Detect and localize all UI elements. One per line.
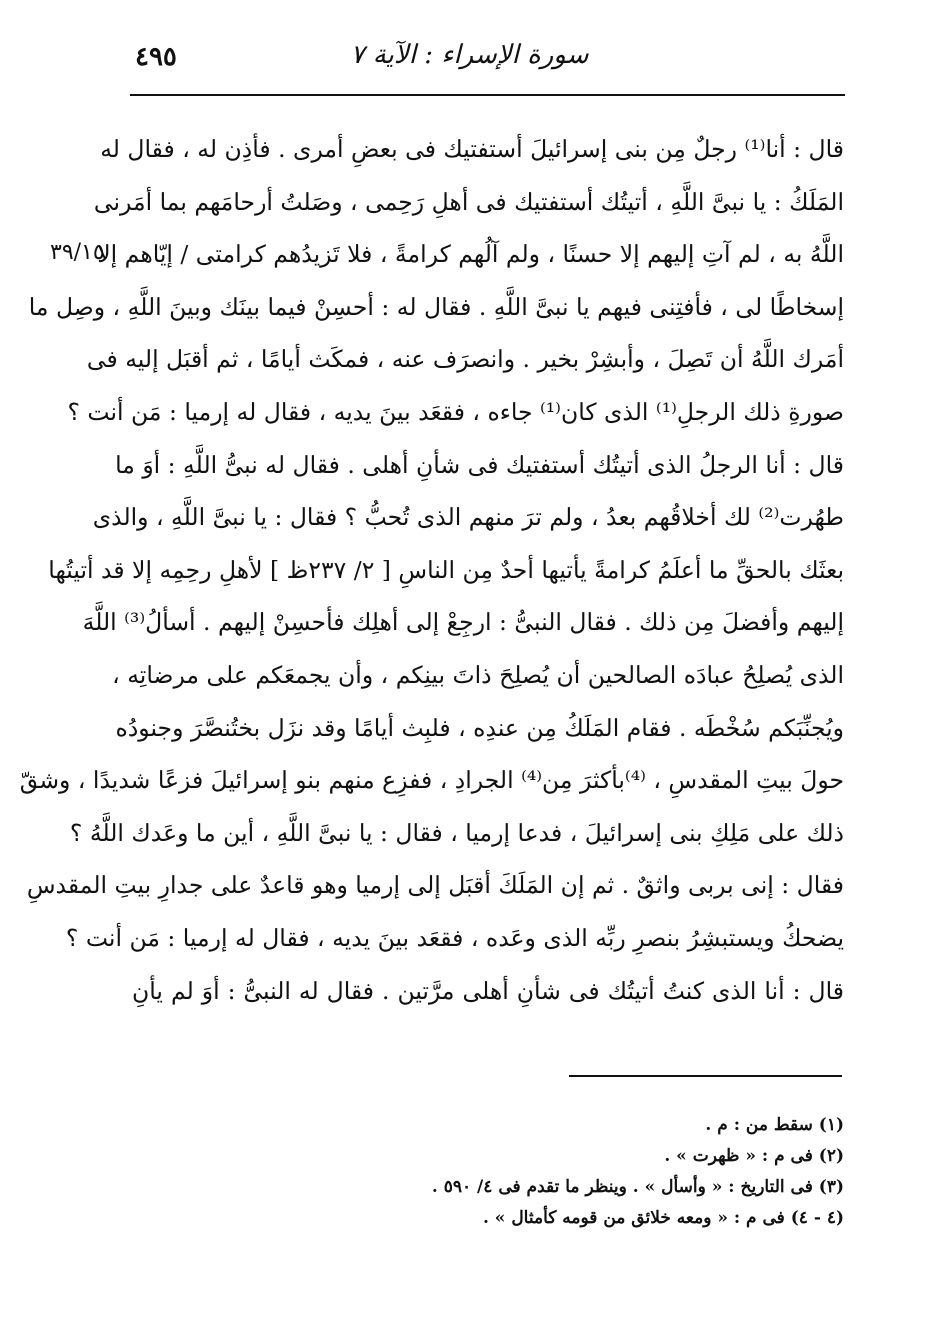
footnote: (٣) فى التاريخ : « وأسأل » . وينظر ما تقدم فى ٤/ ٥٩٠ . — [431, 1177, 844, 1197]
footnote-rule — [569, 1075, 842, 1077]
text-line: طهُرت⁽²⁾ لك أخلاقُهم بعدُ ، ولم ترَ منهم الذى تُحبُّ ؟ فقال : يا نبىَّ اللَّهِ ، والذى — [92, 503, 844, 532]
text-line: حولَ بيتِ المقدسِ ، ⁽⁴⁾بأكثرَ مِن⁽⁴⁾ الجرادِ ، ففزِع منهم بنو إسرائيلَ فزعًا شديدًا ، وشقّ — [19, 766, 844, 795]
text-line: يضحكُ ويستبشِرُ بنصرِ ربِّه الذى وعَده ، فقعَد بينَ يديه ، فقال له إرميا : مَن أنت ؟ — [65, 923, 844, 952]
text-line: أمَرك اللَّهُ أن تَصِلَ ، وأبشِرْ بخير . وانصرَف عنه ، فمكَث أيامًا ، ثم أقبَل إليه فى — [86, 345, 844, 374]
text-line: قال : أنا⁽¹⁾ رجلٌ مِن بنى إسرائيلَ أستفتيك فى بعضِ أمرى . فأذِن له ، فقال له — [100, 135, 844, 163]
text-line: قال : أنا الرجلُ الذى أتيتُك أستفتيك فى شأنِ أهلى . فقال له نبىُّ اللَّهِ : أوَ ما — [115, 450, 844, 479]
text-line: صورةِ ذلك الرجلِ⁽¹⁾ الذى كان⁽¹⁾ جاءه ، فقعَد بينَ يديه ، فقال له إرميا : مَن أنت ؟ — [67, 397, 844, 426]
margin-reference: ٣٩/١٥ — [50, 240, 105, 265]
text-line: اللَّهُ به ، لم آتِ إليهم إلا حسنًا ، ولم آلُهم كرامةً ، فلا تَزيدُهم كرامتى / إيّاهم إلا — [97, 240, 844, 269]
header-rule — [130, 94, 845, 96]
text-line: ذلك على مَلِكِ بنى إسرائيلَ ، فدعا إرميا ، فقال : يا نبىَّ اللَّهِ ، أين ما وعَدك اللَّهُ ؟ — [69, 818, 844, 847]
text-line: الذى يُصلِحُ عبادَه الصالحين أن يُصلِحَ ذاتَ بينِكم ، وأن يجمعَكم على مرضاتِه ، — [112, 660, 844, 689]
page-number: ٤٩٥ — [135, 42, 177, 72]
text-line: ويُجنِّبَكم سُخْطَه . فقام المَلَكُ مِن عندِه ، فلبِث أيامًا وقد نزَل بختُنصَّرَ وجنودُه — [115, 713, 844, 742]
footnote: (٢) فى م : « ظهرت » . — [664, 1146, 844, 1166]
text-line: إليهم وأفضلَ مِن ذلك . فقال النبىُّ : ارجِعْ إلى أهلِك فأحسِنْ إليهم . أسألُ⁽³⁾ اللَّهَ — [82, 608, 844, 637]
text-line: قال : أنا الذى كنتُ أتيتُك فى شأنِ أهلى مرَّتين . فقال له النبىُّ : أوَ لم يأنِ — [132, 976, 844, 1005]
text-line: فقال : إنى بربى واثقٌ . ثم إن المَلَكَ أقبَل إلى إرميا وهو قاعدٌ على جدارِ بيتِ المقدسِ — [26, 871, 844, 900]
running-title: سورة الإسراء : الآية ٧ — [350, 40, 589, 70]
footnote: (١) سقط من : م . — [705, 1115, 844, 1135]
footnotes — [132, 1110, 844, 1234]
text-line: المَلَكُ : يا نبىَّ اللَّهِ ، أتيتُك أستفتيك فى أهلِ رَحِمى ، وصَلتُ أرحامَهم بما أمَرنى — [93, 187, 844, 216]
text-line: بعثَك بالحقِّ ما أعلَمُ كرامةً يأتيها أحدٌ مِن الناسِ [ ٢/ ٢٣٧ظ ] لأهلِ رحِمِه إلا قد أتيتُها — [48, 555, 844, 584]
footnote: (٤ - ٤) فى م : « ومعه خلائق من قومه كأمثال » . — [482, 1208, 844, 1228]
text-line: إسخاطًا لى ، فأفتِنى فيهم يا نبىَّ اللَّهِ . فقال له : أحسِنْ فيما بينَك وبينَ اللَّهِ ، وصِل ما — [28, 292, 844, 321]
